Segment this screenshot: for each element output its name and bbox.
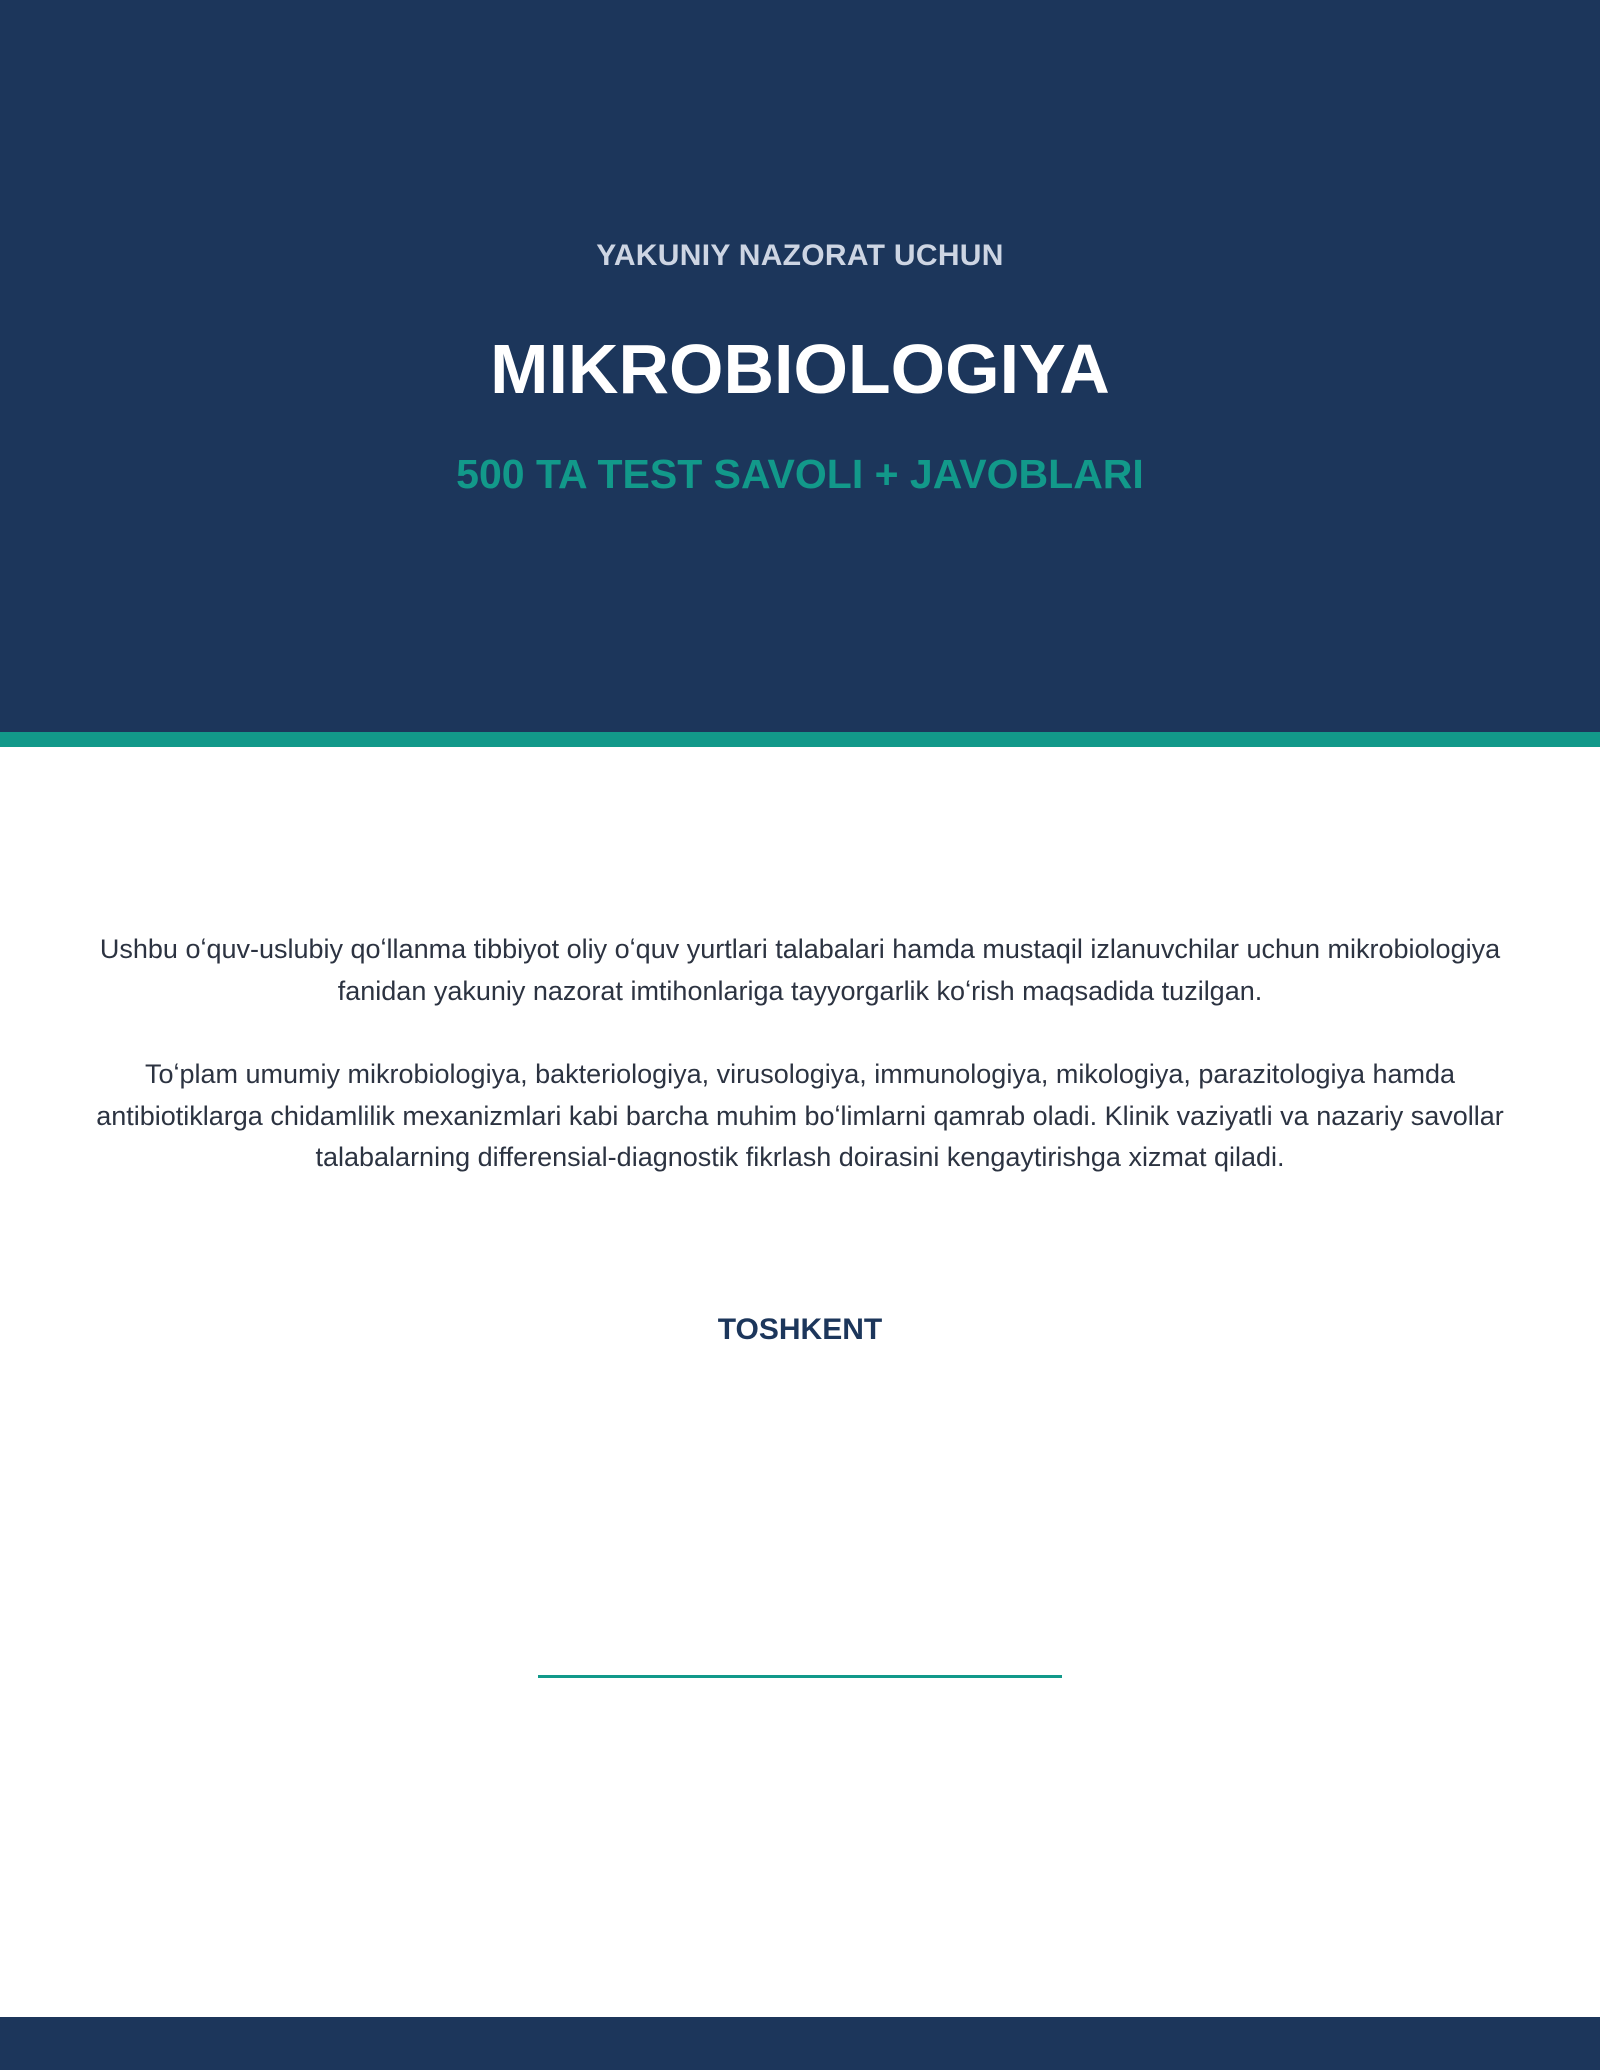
intro-paragraph-2: Toʻplam umumiy mikrobiologiya, bakteriologiya, virusologiya, immunologiya, mikologiya, parazitologiya hamda antibiotiklarga chidamlilik mexanizmlari kabi barcha muhim boʻlimlarni qamrab oladi. Klinik vaziyatli va nazariy savollar talabalarning differensial-diagnostik fikrlash doirasini kengaytirishga xizmat qiladi. [96,1059,1504,1172]
footer-band [0,2017,1600,2070]
cover-subtitle: 500 TA TEST SAVOLI + JAVOBLARI [456,451,1144,497]
cover-title: MIKROBIOLOGIYA [490,330,1110,408]
intro-paragraph-1: Ushbu oʻquv-uslubiy qoʻllanma tibbiyot oliy oʻquv yurtlari talabalari hamda mustaqil izlanuvchilar uchun mikrobiologiya fanidan yakuniy nazorat imtihonlariga tayyorgarlik koʻrish maqsadida tuzilgan. [99,934,1501,1006]
accent-stripe [0,732,1600,747]
city-label: TOSHKENT [717,1313,883,1346]
divider-line [538,1675,1062,1678]
cover-eyebrow: YAKUNIY NAZORAT UCHUN [596,239,1004,272]
intro-text [80,929,1520,1221]
